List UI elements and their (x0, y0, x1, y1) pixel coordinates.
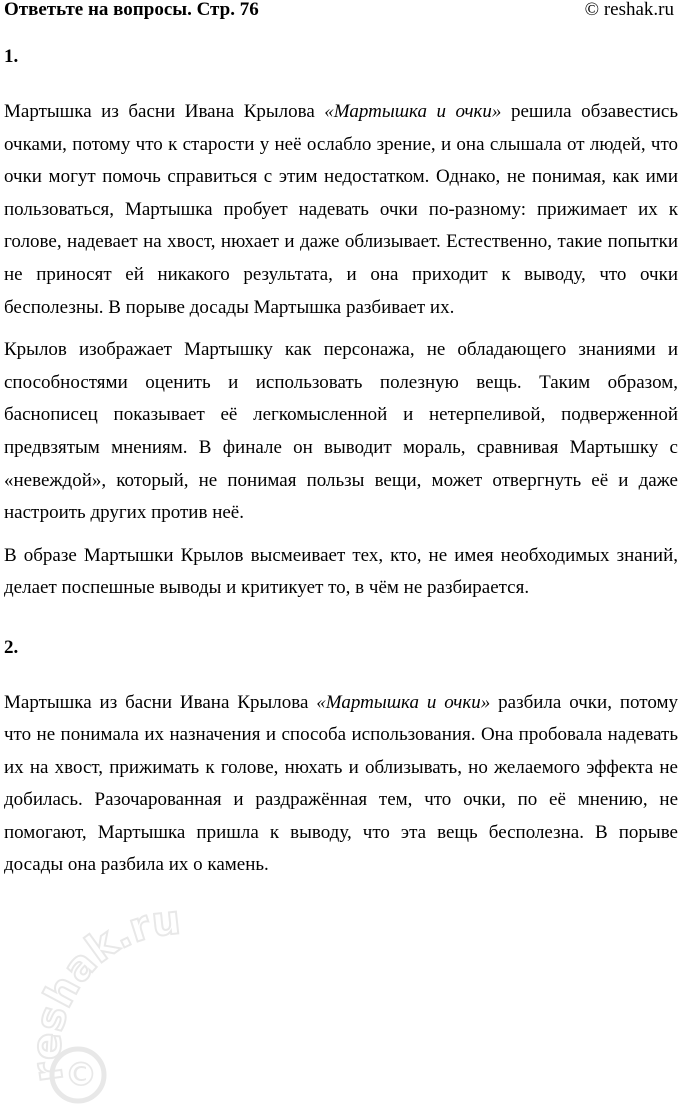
paragraph-text: Мартышка из басни Ивана Крылова (4, 101, 325, 122)
watermark-copyright-circle (52, 1049, 104, 1101)
document-body (4, 44, 678, 881)
answer-1-paragraph-2: Крылов изображает Мартышку как персонажа, не обладающего знаниями и способностями оценить и использовать полезную вещь. Таким образом, баснописец показывает её легкомысленной и нетерпеливой, подверженной предвзятым мнениям. В финале он выводит мораль, сравнивая Мартышку с «невеждой», который, не понимая пользы вещи, может отвергнуть её и даже настроить других против неё. (4, 339, 678, 524)
fable-title: «Мартышка и очки» (316, 691, 491, 713)
answer-2-paragraph-1 (4, 687, 678, 881)
paragraph-text: решила обзавестись очками, потому что к старости у неё ослабло зрение, и она слышала от людей, что очки могут помочь справиться с этим недостатком. Однако, не понимая, как ими пользоваться, Мартышка пробует надевать очки по-разному: прижимает их к голове, надевает на хвост, нюхает и даже облизывает. Естественно, такие попытки не приносят ей никакого результата, и она приходит к выводу, что очки бесполезны. В порыве досады Мартышка разбивает их. (4, 101, 678, 318)
page-header (4, 0, 674, 24)
watermark-text (24, 897, 183, 1085)
site-credit: © reshak.ru (584, 0, 674, 20)
paragraph-text: Мартышка из басни Ивана Крылова (4, 691, 317, 713)
answer-1-paragraph-3: В образе Мартышки Крылов высмеивает тех, кто, не имея необходимых знаний, делает поспешные выводы и критикует то, в чём не разбирается. (4, 544, 678, 599)
paragraph-text: разбила очки, потому что не понимала их назначения и способа использования. Она пробовала надевать их на хвост, прижимать к голове, нюхать и облизывать, но желаемого эффекта не добилась. Разочарованная и раздражённая тем, что очки, по её мнению, не помогают, Мартышка пришла к выводу, что эта вещь бесполезна. В порыве досады она разбила их о камень. (4, 691, 678, 875)
question-number-2: 2. (4, 636, 19, 658)
reshak-watermark (18, 880, 258, 1120)
watermark-symbol: © (64, 1055, 98, 1095)
question-number-1: 1. (4, 46, 19, 67)
watermark-text-path: reshak.ru (23, 897, 183, 1086)
fable-title: «Мартышка и очки» (324, 101, 502, 122)
page-title: Ответьте на вопросы. Стр. 76 (4, 0, 259, 20)
answer-1-paragraph-1 (4, 96, 678, 324)
